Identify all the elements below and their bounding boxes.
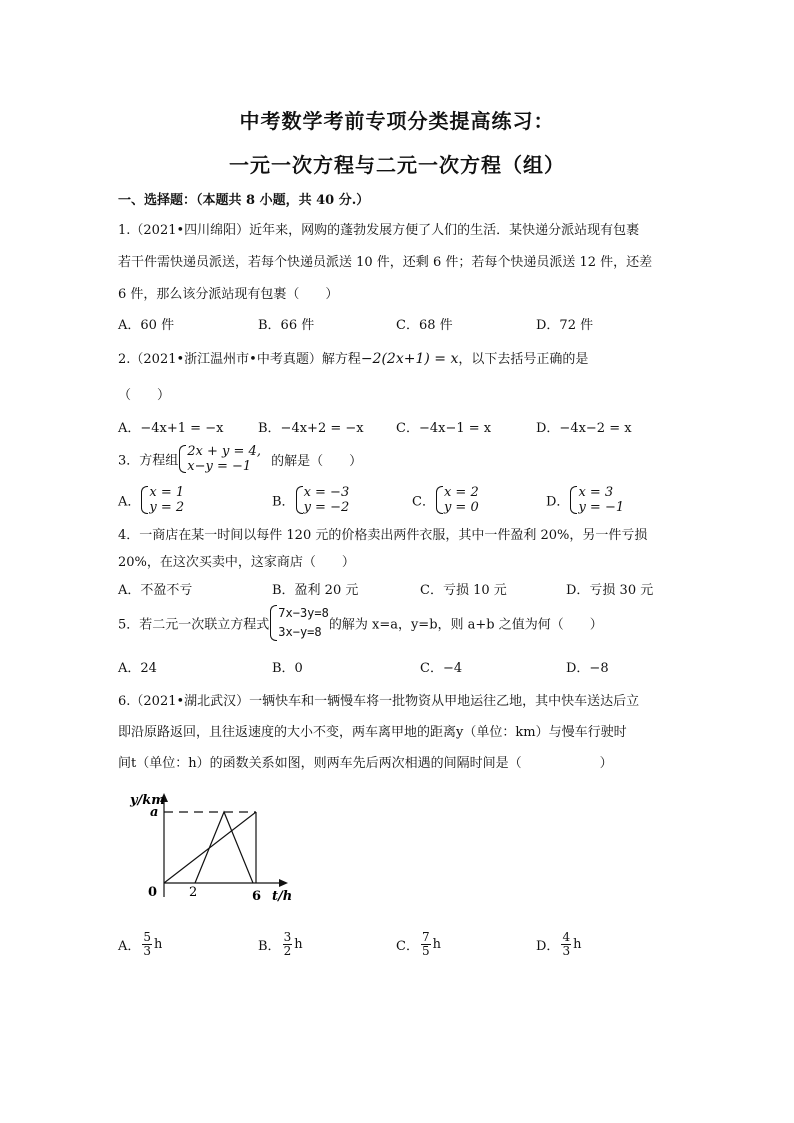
x-axis-arrow — [279, 879, 288, 887]
q4-option-c: C．亏损 10 元 — [420, 583, 507, 598]
q4-line-2: 20%，在这次买卖中，这家商店（ ） — [118, 555, 355, 570]
fast-car-line — [195, 812, 253, 883]
q1-option-b: B．66 件 — [258, 318, 315, 333]
q6-graph — [120, 785, 300, 910]
q5-option-c: C．−4 — [420, 661, 463, 676]
q6-option-b — [258, 931, 303, 958]
q6-line-3a: 间 — [118, 756, 132, 771]
q2-prefix: 2.（2021•浙江温州市•中考真题）解方程 — [118, 352, 361, 367]
q6-option-b-fraction — [283, 931, 293, 958]
q6-option-a — [118, 931, 162, 958]
q3-option-d-label: D． — [546, 494, 570, 510]
q6-option-d-fraction — [561, 931, 571, 958]
q4-option-d: D．亏损 30 元 — [566, 583, 654, 598]
q3-option-d-system — [569, 485, 624, 515]
q6-option-a-label: A． — [118, 939, 141, 954]
q6-option-d-label: D． — [536, 939, 560, 954]
q6-option-b-label: B． — [258, 939, 281, 954]
q5-option-a: A．24 — [118, 661, 157, 676]
q6-option-a-numerator: 5 — [143, 930, 152, 944]
q2-equation: −2(2x+1) = x — [360, 351, 459, 367]
q6-option-d-numerator: 4 — [562, 930, 571, 944]
q2-suffix: ，以下去括号正确的是 — [458, 352, 589, 367]
tick-2-label: 2 — [189, 885, 198, 900]
q6-line-3 — [118, 752, 613, 771]
q3-option-a-system — [140, 485, 184, 515]
q6-option-a-denominator: 3 — [143, 944, 152, 958]
q3-suffix: 的解是（ ） — [271, 453, 363, 469]
title-line-1: 中考数学考前专项分类提高练习： — [239, 109, 555, 133]
q6-line-2b: y（单位：km）与慢车行驶时 — [456, 725, 627, 740]
section-heading: 一、选择题：（本题共 8 小题，共 40 分.） — [118, 193, 370, 208]
q6-option-b-denominator: 2 — [283, 944, 292, 958]
q6-option-d — [536, 931, 581, 958]
q3-option-a-label: A． — [118, 494, 141, 510]
q3-prefix: 3．方程组 — [118, 453, 179, 469]
q6-option-c-label: C． — [396, 939, 419, 954]
q1-line-2: 若干件需快递员派送，若每个快递员派送 10 件，还剩 6 件；若每个快递员派送 12 件，还差 — [118, 255, 653, 270]
q3-option-b-label: B． — [272, 494, 295, 510]
q6-line-1: 6.（2021•湖北武汉）一辆快车和一辆慢车将一批物资从甲地运往乙地，其中快车送达后立 — [118, 694, 640, 709]
q3-option-c-label: C． — [412, 494, 435, 510]
q2-line-1 — [118, 348, 588, 367]
tick-6-label: 6 — [252, 889, 262, 904]
q4-option-a: A．不盈不亏 — [118, 583, 193, 598]
q3-option-b-system — [295, 485, 350, 515]
q3-option-c-row-2: y = 0 — [443, 500, 479, 515]
q6-option-c — [396, 931, 441, 958]
q3-option-d-row-1: x = 3 — [578, 485, 614, 500]
q1-option-c: C．68 件 — [396, 318, 453, 333]
q3-option-b-row-1: x = −3 — [303, 485, 350, 500]
q3-option-c — [412, 485, 479, 515]
q2-option-d: D．−4x−2 = x — [536, 421, 632, 436]
q3-option-c-row-1: x = 2 — [443, 485, 479, 500]
q6-option-b-numerator: 3 — [283, 930, 292, 944]
y-axis-label: y/km — [130, 793, 166, 808]
q3-option-c-system — [435, 485, 479, 515]
q6-option-c-fraction — [421, 931, 431, 958]
x-axis-label: t/h — [272, 889, 293, 904]
title-line-2: 一元一次方程与二元一次方程（组） — [229, 153, 565, 177]
q3-option-a — [118, 485, 184, 515]
q3-option-a-row-2: y = 2 — [149, 500, 185, 515]
q1-line-1: 1.（2021•四川绵阳）近年来，网购的蓬勃发展方便了人们的生活．某快递分派站现有包裹 — [118, 223, 640, 238]
q2-line-2: （ ） — [118, 388, 171, 403]
q3-option-b-row-2: y = −2 — [303, 500, 350, 515]
q3-option-b — [272, 485, 349, 515]
q3-option-d — [546, 485, 624, 515]
q5-system-row-1: 7x−3y=8 — [278, 606, 329, 620]
q1-line-3: 6 件，那么该分派站现有包裹（ ） — [118, 287, 339, 302]
q6-option-c-numerator: 7 — [421, 930, 430, 944]
q3-system — [178, 444, 261, 474]
q5-line — [118, 604, 603, 642]
q1-option-d: D．72 件 — [536, 318, 594, 333]
q3-system-row-2: x−y = −1 — [187, 459, 252, 474]
q6-option-c-unit: h — [432, 937, 441, 952]
q2-option-c: C．−4x−1 = x — [396, 421, 492, 436]
q5-prefix: 5．若二元一次联立方程式 — [118, 617, 270, 633]
q5-option-b: B．0 — [272, 661, 303, 676]
q3-option-a-row-1: x = 1 — [149, 485, 185, 500]
a-label: a — [150, 805, 159, 820]
q5-option-d: D．−8 — [566, 661, 609, 676]
q6-option-d-unit: h — [573, 937, 582, 952]
q5-system-row-2: 3x−y=8 — [278, 625, 322, 639]
q6-line-3b: t（单位：h）的函数关系如图，则两车先后两次相遇的间隔时间是（ ） — [131, 756, 613, 771]
q4-line-1: 4．一商店在某一时间以每件 120 元的价格卖出两件衣服，其中一件盈利 20%，另一件亏损 — [118, 528, 648, 543]
q2-option-b: B．−4x+2 = −x — [258, 421, 364, 436]
q4-option-b: B．盈利 20 元 — [272, 583, 359, 598]
q6-option-d-denominator: 3 — [562, 944, 571, 958]
q6-option-a-fraction — [142, 931, 152, 958]
q6-option-a-unit: h — [154, 937, 163, 952]
q5-suffix: 的解为 x=a，y=b，则 a+b 之值为何（ ） — [328, 617, 603, 633]
q3-system-row-1: 2x + y = 4, — [187, 444, 261, 459]
q6-option-b-unit: h — [294, 937, 303, 952]
q6-line-2 — [118, 721, 627, 740]
q6-option-c-denominator: 5 — [421, 944, 430, 958]
q3-option-d-row-2: y = −1 — [578, 500, 625, 515]
q2-option-a: A．−4x+1 = −x — [118, 421, 224, 436]
q3-line — [118, 444, 362, 474]
q5-system — [269, 604, 329, 642]
origin-label: 0 — [148, 885, 158, 900]
q1-option-a: A．60 件 — [118, 318, 175, 333]
q6-line-2a: 即沿原路返回，且往返速度的大小不变，两车离甲地的距离 — [118, 725, 457, 740]
